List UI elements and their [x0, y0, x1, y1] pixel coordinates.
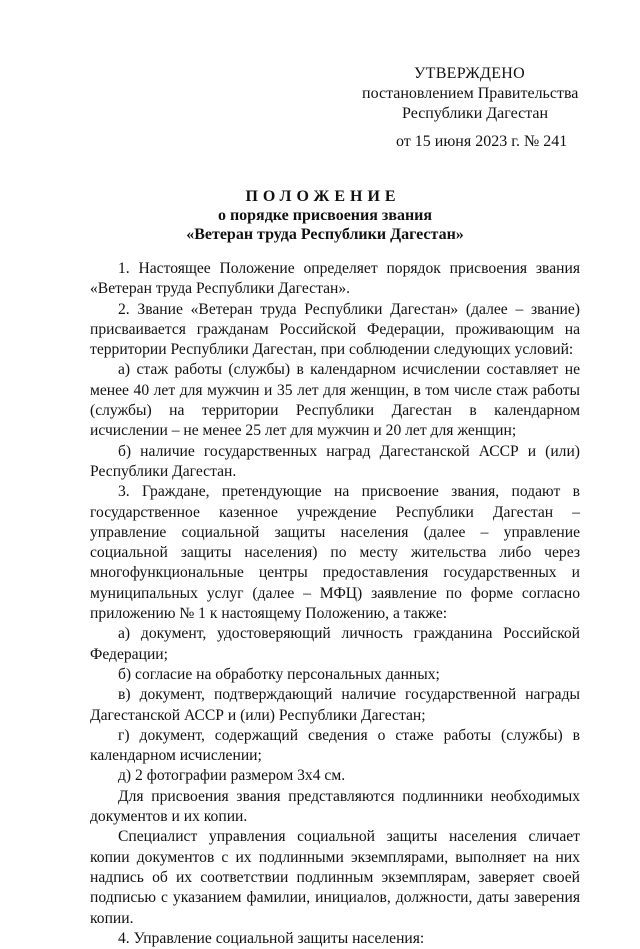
paragraph-originals: Для присвоения звания представляются подлинники необходимых документов и их копии. — [90, 787, 580, 826]
paragraph-3d: г) документ, содержащий сведения о стаже работы (службы) в календарном исчислении; — [90, 726, 580, 765]
approval-region-line: Республики Дагестан — [402, 105, 549, 122]
document-heading — [0, 187, 640, 244]
paragraph-2a: а) стаж работы (службы) в календарном исчислении составляет не менее 40 лет для мужчин и 35 лет для женщин, в том числе стаж работы (службы) на территории Республики Дагестан в календарном исчислении – не менее 25 лет для мужчин и 20 лет для женщин; — [90, 361, 580, 440]
paragraph-verification: Специалист управления социальной защиты населения сличает копии документов с их подлинными экземплярами, выполняет на них надпись об их соответствии подлинным экземплярам, заверяет своей подписью с указанием фамилии, инициалов, должности, даты заверения копии. — [90, 828, 580, 927]
document-subtitle-2: «Ветеран труда Республики Дагестан» — [186, 226, 464, 243]
paragraph-2: 2. Звание «Ветеран труда Республики Дагестан» (далее – звание) присваивается гражданам Российской Федерации, проживающим на территории Республики Дагестан, при соблюдении следующих условий: — [90, 300, 580, 359]
document-title: ПОЛОЖЕНИЕ — [245, 188, 401, 205]
document-subtitle-1: о порядке присвоения звания — [217, 207, 433, 224]
paragraph-3a: а) документ, удостоверяющий личность гражданина Российской Федерации; — [90, 625, 580, 663]
approval-issuer-line: постановлением Правительства — [362, 85, 579, 102]
paragraph-4: 4. Управление социальной защиты населения: — [118, 929, 425, 947]
paragraph-2b: б) наличие государственных наград Дагестанской АССР и (или) Республики Дагестан. — [90, 442, 580, 480]
approval-date: от 15 июня 2023 г. № 241 — [396, 133, 568, 150]
paragraph-3c: в) документ, подтверждающий наличие государственной награды Дагестанской АССР и (или) Республики Дагестан; — [90, 686, 580, 724]
document-body — [90, 259, 580, 949]
approval-title: УТВЕРЖДЕНО — [414, 65, 526, 82]
paragraph-3b: б) согласие на обработку персональных данных; — [118, 665, 440, 683]
approval-stamp — [360, 64, 600, 152]
paragraph-3e: д) 2 фотографии размером 3х4 см. — [118, 767, 346, 785]
paragraph-1: 1. Настоящее Положение определяет порядок присвоения звания «Ветеран труда Республики Дагестан». — [90, 260, 580, 298]
paragraph-3: 3. Граждане, претендующие на присвоение звания, подают в государственное казенное учреждение Республики Дагестан – управление социальной защиты населения (далее – управление социальной защиты населения) по месту жительства либо через многофункциональные центры предоставления государственных и муниципальных услуг (далее – МФЦ) заявление по форме согласно приложению № 1 к настоящему Положению, а также: — [90, 483, 580, 623]
